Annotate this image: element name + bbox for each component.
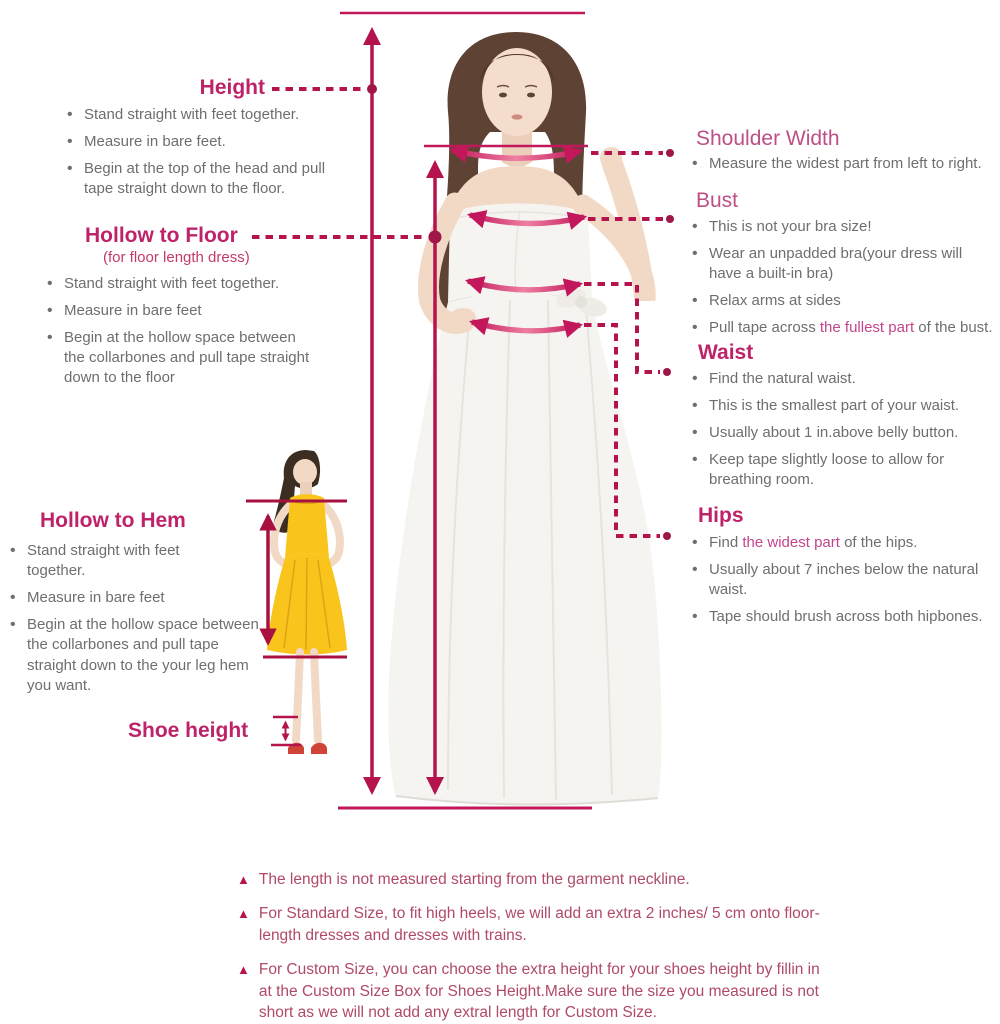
note-text: For Custom Size, you can choose the extra height for your shoes height by fillin in at the Custom Size Box for Shoes Height.Make sure the size you measured is not short as we will not add any extral length for Custom Size. (258, 961, 820, 1021)
bust-title: Bust (696, 189, 739, 212)
note-text: The length is not measured starting from the garment neckline. (258, 871, 690, 888)
section-height (55, 76, 335, 206)
girth-arc-arrows (452, 150, 584, 331)
note-item (237, 869, 862, 890)
instruction-item: • Measure the widest part from left to right. (690, 154, 998, 174)
instruction-item: • Begin at the hollow space between the collarbones and pull tape straight down to the floor (45, 328, 313, 388)
section-hollow-to-hem (8, 509, 270, 703)
instruction-item: • Begin at the hollow space between the collarbones and pull tape straight down to the your leg hem you want. (8, 615, 270, 695)
instruction-item: • Begin at the top of the head and pull tape straight down to the floor. (65, 159, 330, 199)
instruction-item: • Stand straight with feet together. (65, 105, 330, 125)
item-text: Pull tape across (709, 319, 820, 337)
instruction-item: • Stand straight with feet together. (8, 541, 202, 581)
main-model-illustration (388, 32, 661, 805)
section-shoe-height (128, 719, 248, 742)
hollow-to-hem-title: Hollow to Hem (40, 509, 186, 532)
instruction-item (690, 533, 998, 553)
dress-bow (554, 285, 609, 320)
hollow-to-hem-instructions (8, 541, 270, 696)
instruction-item: • Relax arms at sides (690, 291, 998, 311)
hips-title: Hips (698, 504, 744, 527)
hips-instructions (690, 533, 998, 627)
instruction-item: • Tape should brush across both hipbones. (690, 607, 998, 627)
section-shoulder-width (690, 127, 998, 181)
hollow-to-floor-subtitle: (for floor length dress) (103, 249, 250, 267)
section-hips (690, 504, 998, 634)
instruction-item: • Measure in bare feet. (65, 132, 330, 152)
instruction-item (690, 318, 998, 338)
height-measure-line (338, 13, 592, 808)
triangle-icon: ▲ (237, 962, 250, 978)
instruction-item: • This is the smallest part of your waist. (690, 396, 998, 416)
triangle-icon: ▲ (237, 906, 250, 922)
item-text: of the bust. (914, 319, 993, 337)
height-instructions (65, 105, 330, 199)
instruction-item: • Wear an unpadded bra(your dress will have a built-in bra) (690, 244, 998, 284)
item-text: of the hips. (839, 534, 918, 552)
waist-instructions (690, 369, 998, 490)
shoe-height-title: Shoe height (128, 719, 249, 742)
footer-notes (237, 869, 862, 1024)
instruction-item: • Measure in bare feet (8, 588, 270, 608)
waist-title: Waist (698, 341, 754, 364)
note-item (237, 903, 862, 946)
bust-instructions (690, 217, 998, 338)
triangle-icon: ▲ (237, 872, 250, 887)
small-model-illustration (267, 450, 347, 754)
note-item (237, 959, 862, 1023)
item-highlight: the widest part (742, 534, 840, 552)
instruction-item: • Find the natural waist. (690, 369, 998, 389)
instruction-item: • Keep tape slightly loose to allow for breathing room. (690, 450, 998, 490)
item-highlight: the fullest part (819, 319, 915, 337)
section-waist (690, 341, 998, 498)
hollow-to-floor-measure-line (424, 146, 588, 792)
hollow-to-floor-instructions (45, 274, 313, 388)
section-bust (690, 189, 998, 346)
instruction-item: • Usually about 1 in.above belly button. (690, 423, 998, 443)
instruction-item: • Usually about 7 inches below the natural waist. (690, 560, 998, 600)
shoe-height-measure-icon (271, 717, 301, 745)
note-text: For Standard Size, to fit high heels, we will add an extra 2 inches/ 5 cm onto floor-length dresses and dresses with trains. (258, 905, 820, 944)
instruction-item: • Stand straight with feet together. (45, 274, 313, 294)
item-text: Find (709, 534, 743, 552)
connector-dots (367, 84, 674, 540)
instruction-item: • This is not your bra size! (690, 217, 998, 237)
hollow-to-floor-title: Hollow to Floor (85, 224, 238, 247)
height-title: Height (199, 76, 265, 99)
section-hollow-to-floor (45, 224, 340, 396)
instruction-item: • Measure in bare feet (45, 301, 313, 321)
shoulder-width-instructions (690, 154, 998, 174)
shoulder-width-title: Shoulder Width (696, 127, 840, 150)
